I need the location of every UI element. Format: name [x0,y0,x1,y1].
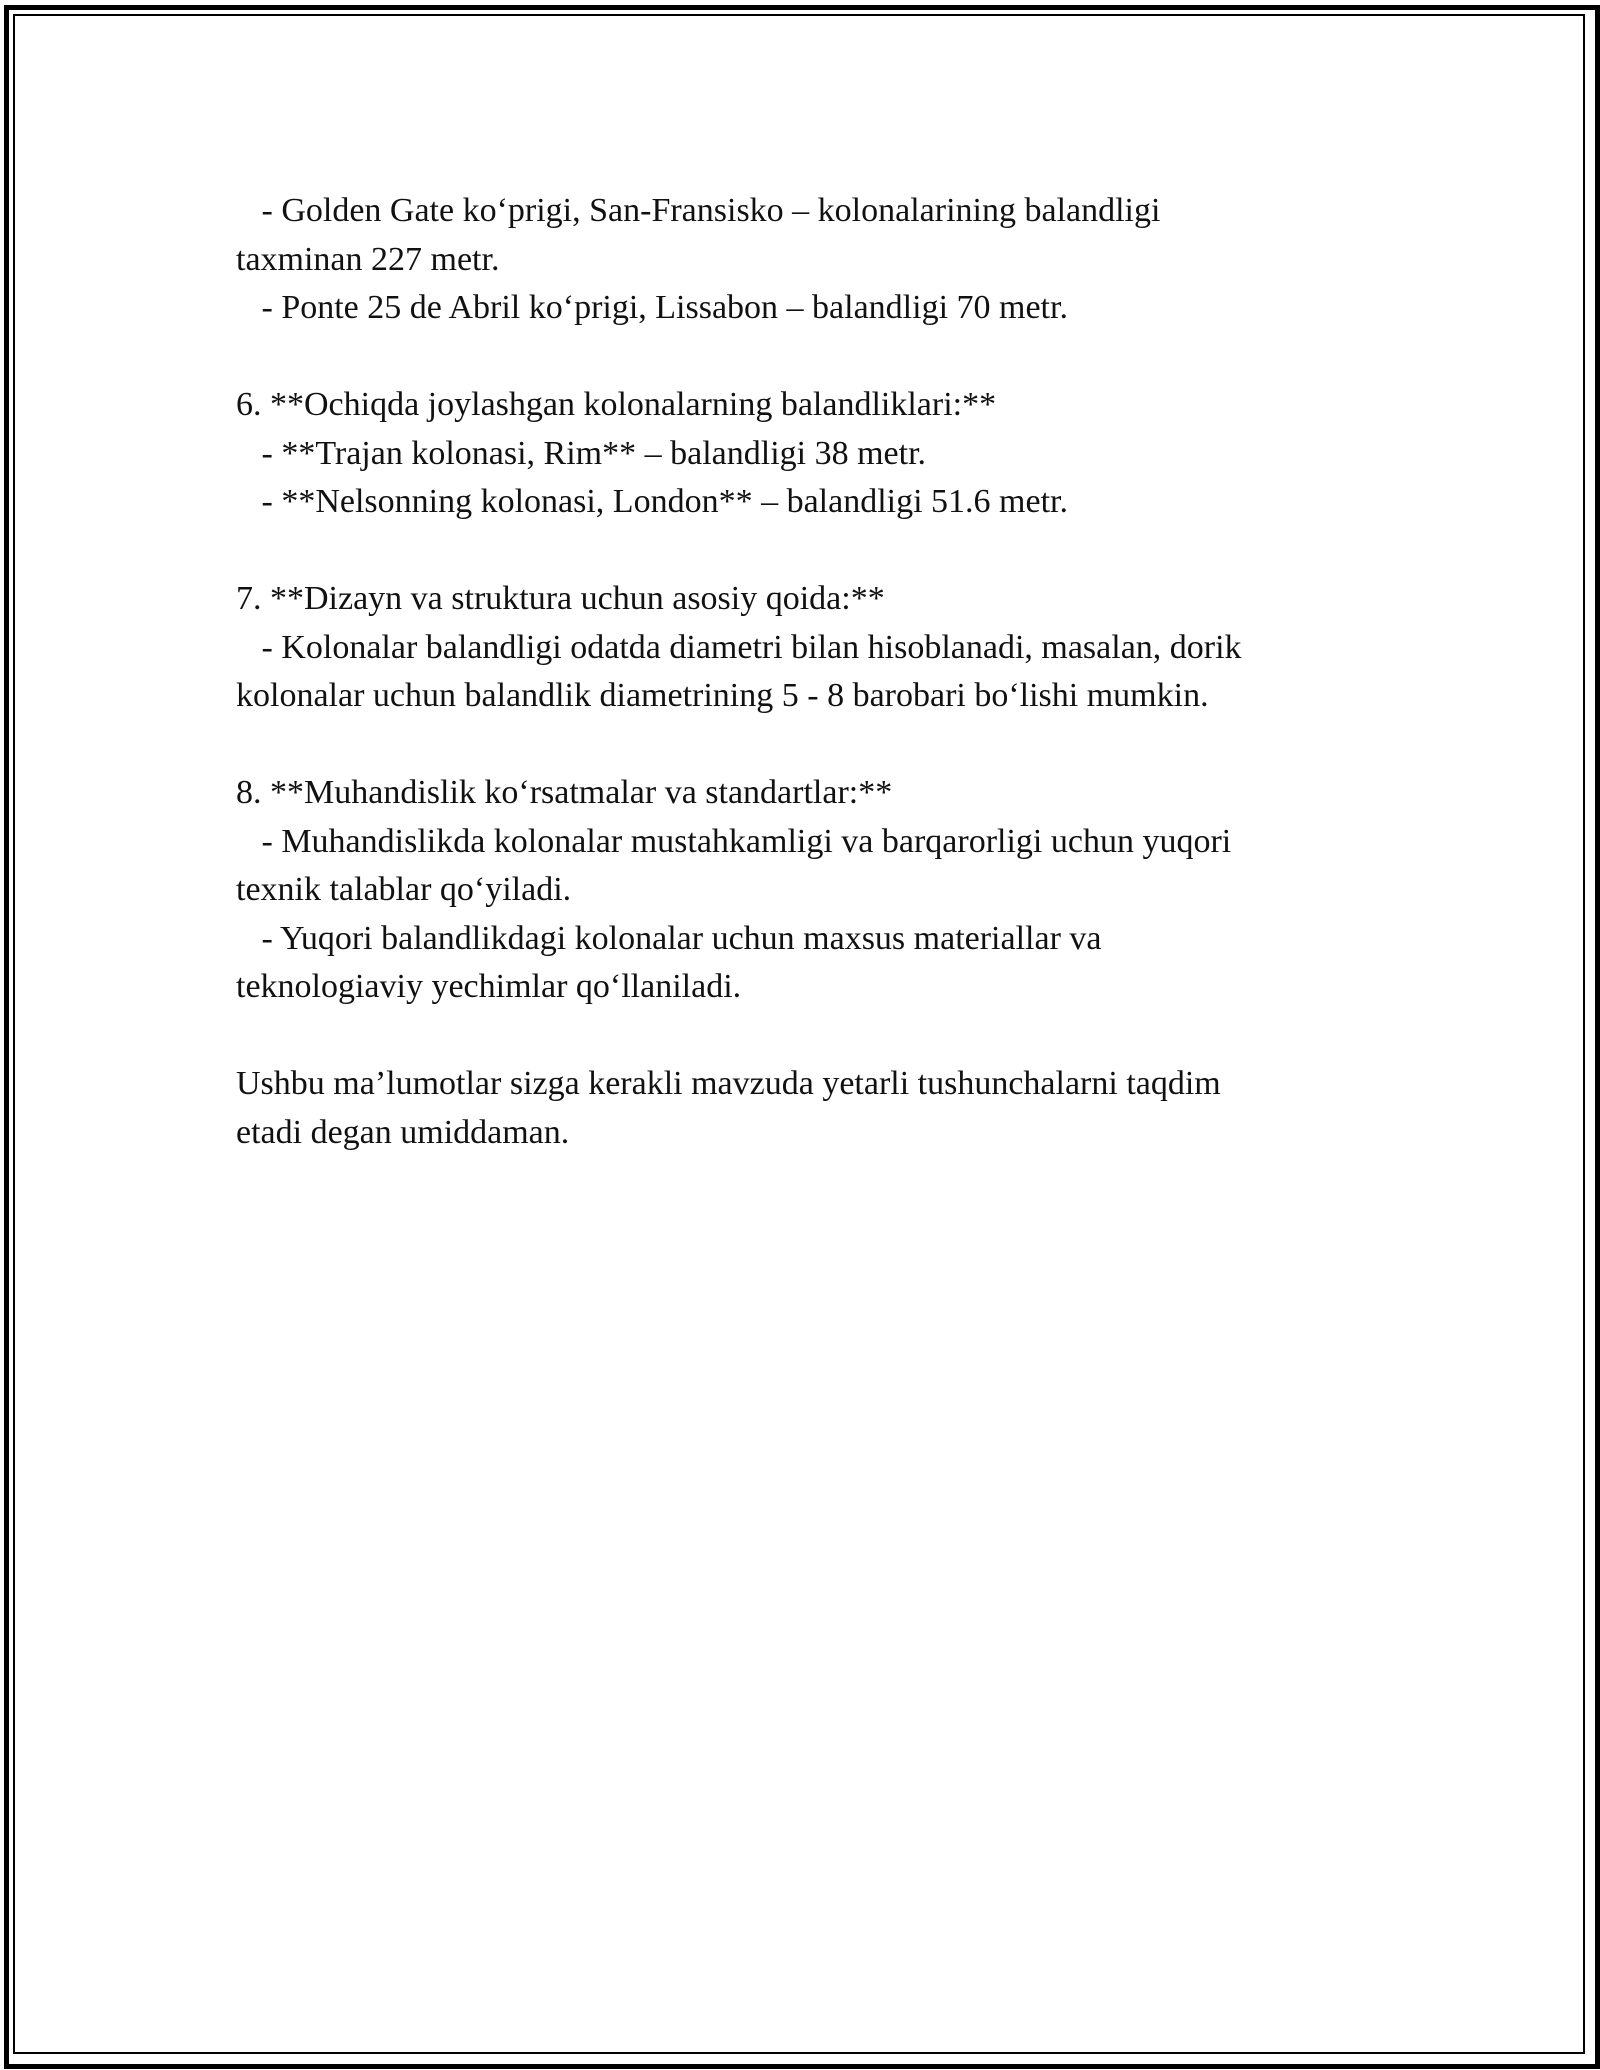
text-line: taxminan 227 metr. [236,240,500,278]
closing-text-line: Ushbu ma’lumotlar sizga kerakli mavzuda yetarli tushunchalarni taqdim [236,1065,1221,1102]
text-line: kolonalar uchun balandlik diametrining 5 - 8 barobari bo‘lishi mumkin. [236,677,1209,714]
text-line: - **Nelsonning kolonasi, London** – balandligi 51.6 metr. [236,483,1068,520]
section-heading: 7. **Dizayn va struktura uchun asosiy qoida:** [236,580,885,617]
text-line: teknologiaviy yechimlar qo‘llaniladi. [236,968,742,1005]
text-line: - Kolonalar balandligi odatda diametri bilan hisoblanadi, masalan, dorik [236,628,1242,666]
blank-line [236,721,1376,770]
document-body [236,187,1376,1157]
closing-text-line: etadi degan umiddaman. [236,1113,570,1151]
text-line: - Ponte 25 de Abril ko‘prigi, Lissabon – balandligi 70 metr. [236,289,1068,326]
text-line: - **Trajan kolonasi, Rim** – balandligi 38 metr. [236,434,927,472]
text-line: - Yuqori balandlikdagi kolonalar uchun maxsus materiallar va [236,919,1102,957]
text-line: - Golden Gate ko‘prigi, San-Fransisko – kolonalarining balandligi [236,192,1161,229]
text-line: - Muhandislikda kolonalar mustahkamligi va barqarorligi uchun yuqori [236,822,1232,860]
section-heading: 8. **Muhandislik ko‘rsatmalar va standartlar:** [236,774,893,811]
blank-line [236,1012,1376,1061]
section-heading: 6. **Ochiqda joylashgan kolonalarning balandliklari:** [236,386,997,423]
blank-line [236,527,1376,576]
blank-line [236,333,1376,382]
text-line: texnik talablar qo‘yiladi. [236,871,572,908]
